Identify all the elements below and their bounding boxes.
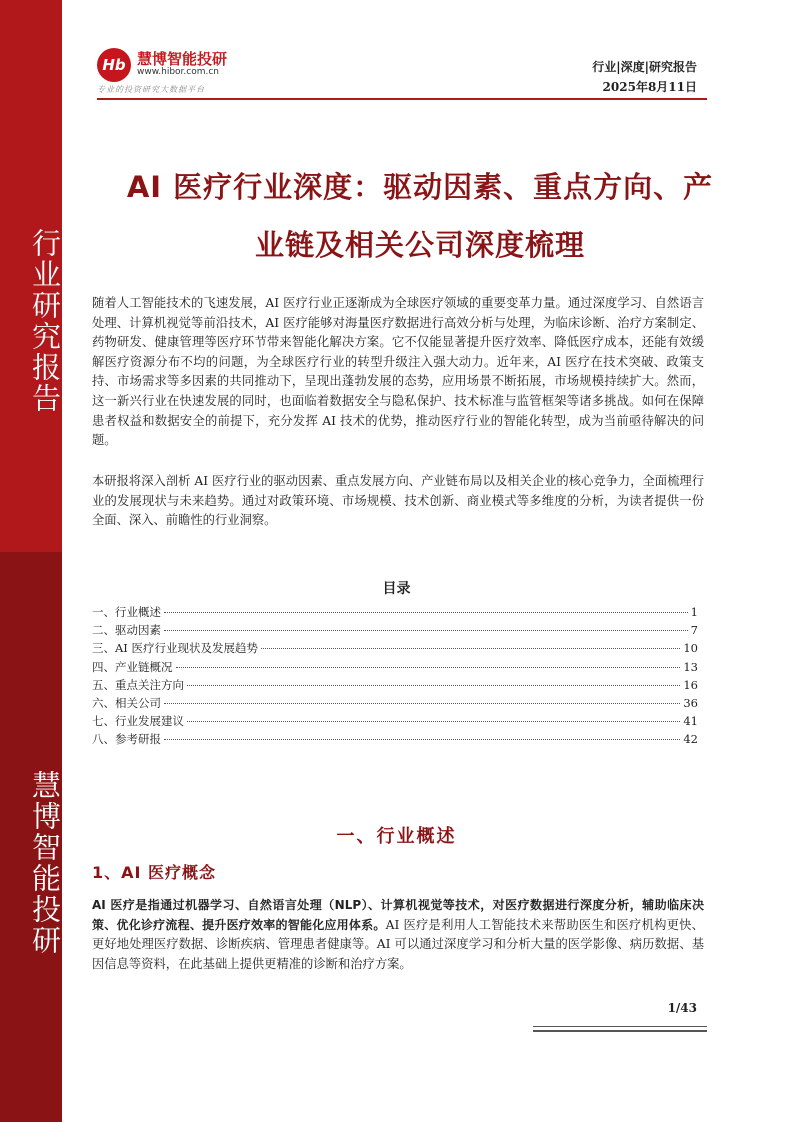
section-paragraph — [92, 896, 704, 974]
toc-item-label: 八、参考研报 — [92, 732, 161, 747]
toc-item[interactable] — [92, 659, 698, 677]
toc-item[interactable] — [92, 604, 698, 622]
toc-item-page: 16 — [683, 677, 698, 692]
toc-leader — [261, 648, 680, 649]
toc-item-label: 二、驱动因素 — [92, 623, 161, 638]
toc-item[interactable] — [92, 640, 698, 658]
toc-item-page: 10 — [683, 641, 698, 656]
page-title — [100, 158, 740, 274]
toc-item-label: 七、行业发展建议 — [92, 714, 184, 729]
toc-item[interactable] — [92, 695, 698, 713]
report-type: 行业|深度|研究报告 — [592, 60, 697, 74]
sidebar — [0, 0, 62, 1122]
toc-item-page: 1 — [690, 605, 698, 619]
page-number: 1/43 — [667, 1001, 697, 1015]
toc-item[interactable] — [92, 622, 698, 640]
sidebar-label-report: 行业研究报告 — [28, 228, 62, 414]
intro-paragraph-1: 随着人工智能技术的飞速发展，AI 医疗行业正逐渐成为全球医疗领域的重要变革力量。通过深度学习、自然语言处理、计算机视觉等前沿技术，AI 医疗能够对海量医疗数据进行高效分析与处理，为临床诊断、治疗方案制定、药物研发、健康管理等医疗环节带来智能化解决方案。它不仅能显著提升医疗效率、降低医疗成本，还能有效缓解医疗资源分布不均的问题，为全球医疗行业的转型升级注入强大动力。近年来，AI 医疗在技术突破、政策支持、市场需求等多因素的共同推动下，呈现出蓬勃发展的态势，应用场景不断拓展，市场规模持续扩大。然而，这一新兴行业在快速发展的同时，也面临着数据安全与隐私保护、技术标准与监管框架等诸多挑战。如何在保障患者权益和数据安全的前提下，充分发挥 AI 技术的优势，推动医疗行业的智能化转型，成为当前亟待解决的问题。 — [92, 296, 704, 448]
footer-divider — [533, 1026, 707, 1027]
table-of-contents — [92, 604, 698, 750]
toc-item-label: 一、行业概述 — [92, 605, 161, 619]
title-line-1: AI 医疗行业深度：驱动因素、重点方向、产 — [126, 170, 714, 204]
logo-icon: Hb — [97, 48, 131, 82]
toc-leader — [164, 739, 680, 740]
sidebar-label-brand: 慧博智能投研 — [28, 770, 62, 956]
toc-item-page: 42 — [683, 732, 698, 747]
toc-leader — [187, 685, 680, 686]
title-line-2: 业链及相关公司深度梳理 — [254, 228, 585, 262]
report-date: 2025年8月11日 — [602, 80, 697, 94]
toc-heading: 目录 — [382, 581, 411, 597]
toc-item[interactable] — [92, 713, 698, 731]
footer-divider-thick — [533, 1030, 707, 1032]
toc-item-page: 41 — [683, 714, 698, 729]
toc-item-label: 六、相关公司 — [92, 695, 161, 710]
subsection-title: 1、AI 医疗概念 — [92, 863, 217, 882]
logo-url: www.hibor.com.cn — [137, 67, 220, 77]
toc-item-label: 五、重点关注方向 — [92, 677, 184, 692]
toc-item[interactable] — [92, 677, 698, 695]
logo — [97, 46, 267, 96]
toc-item-page: 7 — [690, 623, 698, 638]
toc-item-page: 13 — [683, 659, 698, 674]
logo-slogan: 专业的投资研究大数据平台 — [97, 85, 205, 94]
toc-leader — [164, 612, 688, 613]
intro-paragraph-2: 本研报将深入剖析 AI 医疗行业的驱动因素、重点发展方向、产业链布局以及相关企业的核心竞争力，全面梳理行业的发展现状与未来趋势。通过对政策环境、市场规模、技术创新、商业模式等多维度的分析，为读者提供一份全面、深入、前瞻性的行业洞察。 — [92, 474, 704, 528]
logo-name: 慧博智能投研 — [137, 50, 228, 68]
toc-item-label: 三、AI 医疗行业现状及发展趋势 — [92, 641, 259, 656]
toc-item-page: 36 — [683, 695, 698, 710]
toc-leader — [187, 721, 680, 722]
toc-item-label: 四、产业链概况 — [92, 659, 173, 674]
toc-leader — [164, 703, 680, 704]
toc-item[interactable] — [92, 731, 698, 749]
toc-leader — [164, 630, 688, 631]
definition-bold-text: AI 医疗是指通过机器学习、自然语言处理（NLP）、计算机视觉等技术，对医疗数据进行深度分析，辅助临床决策、优化诊疗流程、提升医疗效率的智能化应用体系。 — [92, 898, 704, 932]
header-divider — [97, 98, 707, 100]
toc-leader — [176, 667, 681, 668]
section-title: 一、行业概述 — [336, 826, 457, 847]
definition-body-text: AI 医疗是利用人工智能技术来帮助医生和医疗机构更快、更好地处理医疗数据、诊断疾病、管理患者健康等。AI 可以通过深度学习和分析大量的医学影像、病历数据、基因信息等资料，在此基础上提供更精准的诊断和治疗方案。 — [92, 917, 704, 971]
